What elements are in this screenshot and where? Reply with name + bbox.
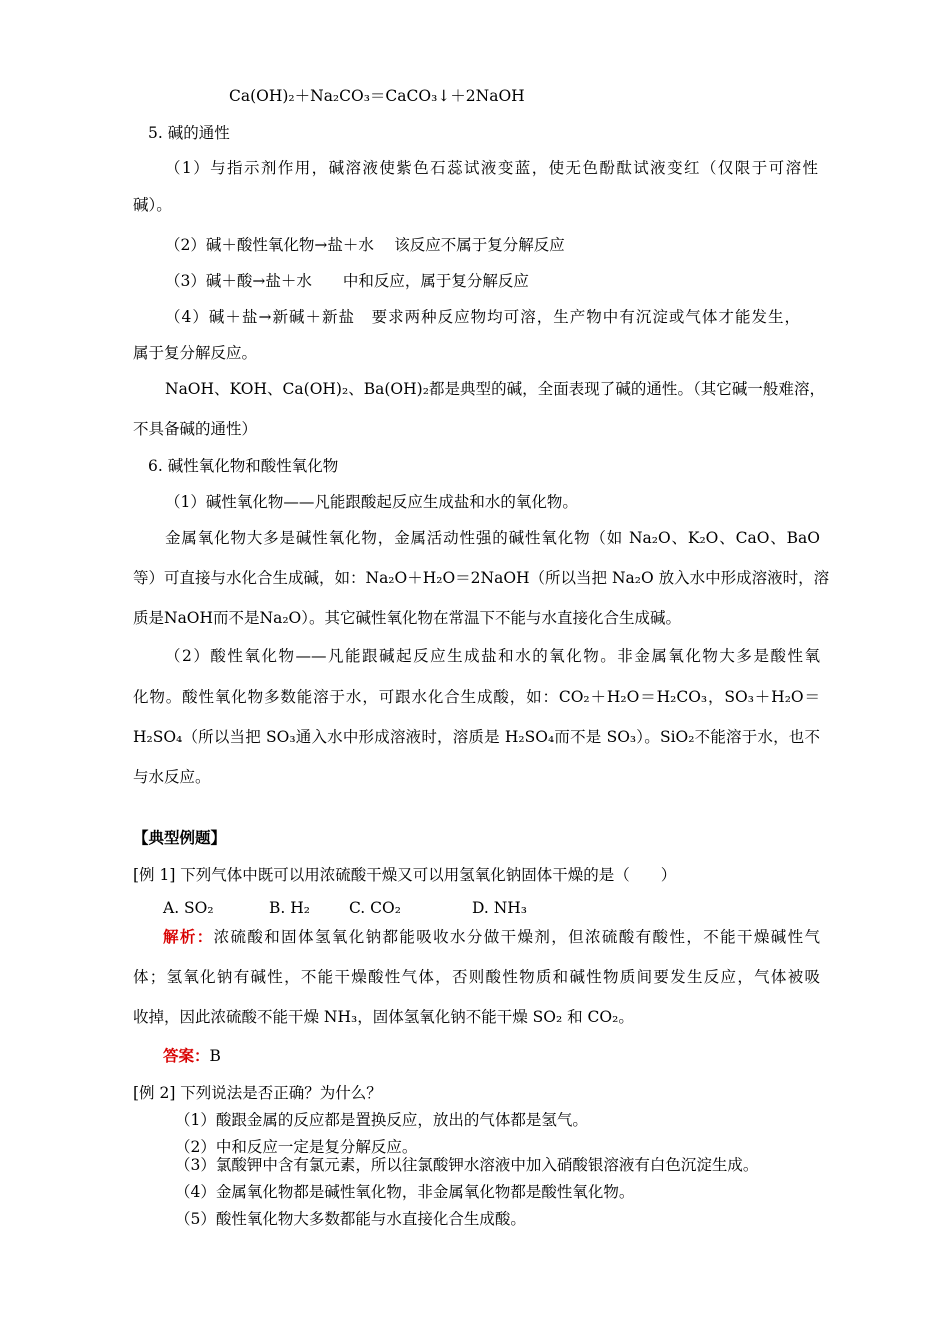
option-c: C. CO₂ [349, 899, 401, 917]
paragraph-line: （2）碱＋酸性氧化物→盐＋水 该反应不属于复分解反应 [165, 236, 565, 254]
equation-line: Ca(OH)₂＋Na₂CO₃＝CaCO₃↓＋2NaOH [229, 87, 525, 105]
answer-line [163, 1044, 221, 1066]
section-5-heading: 5. 碱的通性 [148, 124, 230, 142]
example-2-item: （1）酸跟金属的反应都是置换反应，放出的气体都是氢气。 [175, 1111, 588, 1129]
answer-label: 答案： [163, 1046, 210, 1065]
example-2-item: （5）酸性氧化物大多数都能与水直接化合生成酸。 [175, 1210, 526, 1228]
paragraph-line: H₂SO₄（所以当把 SO₃通入水中形成溶液时，溶质是 H₂SO₄而不是 SO₃）。SiO₂不能溶于水，也不 [133, 728, 820, 746]
examples-title: 【典型例题】 [133, 828, 227, 847]
paragraph-line: 属于复分解反应。 [133, 344, 258, 362]
paragraph-line: 金属氧化物大多是碱性氧化物，金属活动性强的碱性氧化物（如 Na₂O、K₂O、CaO、BaO [165, 529, 820, 547]
option-b: B. H₂ [269, 899, 310, 917]
paragraph-line: 化物。酸性氧化物多数能溶于水，可跟水化合生成酸，如：CO₂＋H₂O＝H₂CO₃，SO₃＋H₂O＝ [133, 688, 820, 706]
analysis-label: 解析： [163, 927, 214, 946]
section-6-heading: 6. 碱性氧化物和酸性氧化物 [148, 457, 339, 475]
paragraph-line: 碱）。 [133, 196, 172, 214]
paragraph-line: 不具备碱的通性） [133, 420, 258, 438]
analysis-line [163, 925, 820, 947]
paragraph-line: （1）与指示剂作用，碱溶液使紫色石蕊试液变蓝，使无色酚酞试液变红（仅限于可溶性 [165, 159, 818, 177]
paragraph-line: （4）碱＋盐→新碱＋新盐 要求两种反应物均可溶，生产物中有沉淀或气体才能发生， [165, 308, 800, 326]
example-2-item: （3）氯酸钾中含有氯元素，所以往氯酸钾水溶液中加入硝酸银溶液有白色沉淀生成。 [175, 1156, 759, 1174]
analysis-line: 体；氢氧化钠有碱性，不能干燥酸性气体，否则酸性物质和碱性物质间要发生反应，气体被吸 [133, 968, 820, 986]
analysis-line: 收掉，因此浓硫酸不能干燥 NH₃，固体氢氧化钠不能干燥 SO₂ 和 CO₂。 [133, 1008, 634, 1026]
example-2-item: （4）金属氧化物都是碱性氧化物，非金属氧化物都是酸性氧化物。 [175, 1183, 635, 1201]
paragraph-line: 与水反应。 [133, 768, 211, 786]
option-a: A. SO₂ [163, 899, 214, 917]
paragraph-line: （1）碱性氧化物——凡能跟酸起反应生成盐和水的氧化物。 [165, 493, 578, 511]
paragraph-line: 质是NaOH而不是Na₂O）。其它碱性氧化物在常温下不能与水直接化合生成碱。 [133, 609, 682, 627]
option-d: D. NH₃ [472, 899, 528, 917]
example-2-question: [例 2] 下列说法是否正确？为什么？ [133, 1084, 382, 1102]
paragraph-line: NaOH、KOH、Ca(OH)₂、Ba(OH)₂都是典型的碱，全面表现了碱的通性。（其它碱一般难溶， [165, 380, 825, 398]
example-1-question: [例 1] 下列气体中既可以用浓硫酸干燥又可以用氢氧化钠固体干燥的是（ ） [133, 866, 677, 884]
analysis-text: 浓硫酸和固体氢氧化钠都能吸收水分做干燥剂，但浓硫酸有酸性，不能干燥碱性气 [213, 928, 820, 946]
example-2-item: （2）中和反应一定是复分解反应。 [175, 1138, 418, 1156]
paragraph-line: （3）碱＋酸→盐＋水 中和反应，属于复分解反应 [165, 272, 529, 290]
paragraph-line: 等）可直接与水化合生成碱，如：Na₂O＋H₂O＝2NaOH（所以当把 Na₂O 放入水中形成溶液时，溶 [133, 569, 830, 587]
paragraph-line: （2）酸性氧化物——凡能跟碱起反应生成盐和水的氧化物。非金属氧化物大多是酸性氧 [165, 647, 820, 665]
answer-value: B [209, 1047, 221, 1065]
